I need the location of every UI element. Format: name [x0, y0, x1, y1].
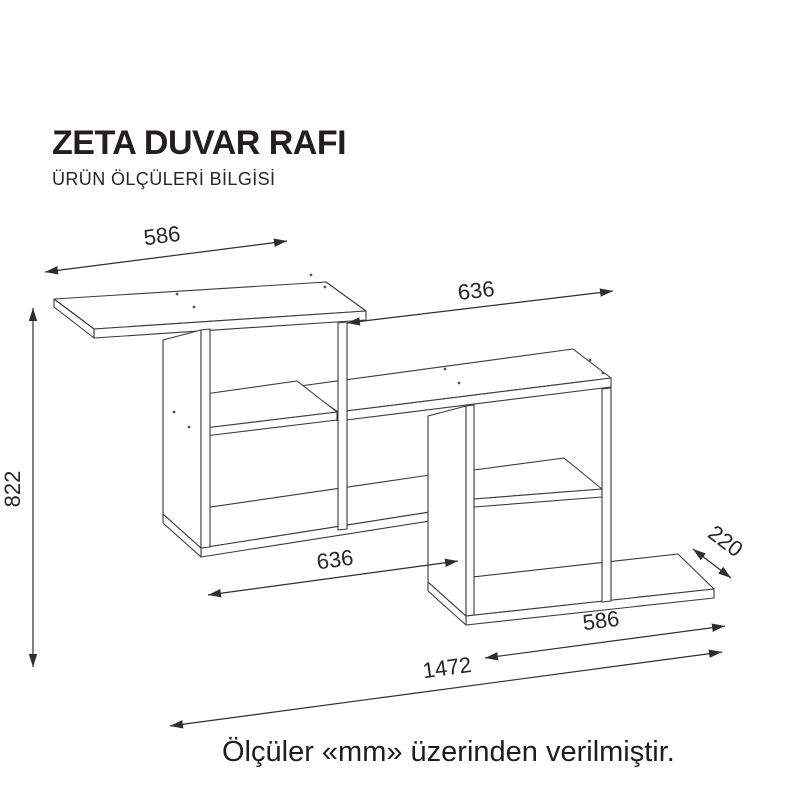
dimension-label: 220: [703, 519, 748, 563]
dimension-overall-width: [170, 652, 722, 726]
screw-mark: [188, 426, 191, 429]
screw-mark: [458, 382, 461, 385]
screw-mark: [444, 368, 447, 371]
screw-mark: [589, 359, 592, 362]
top-shelf-board: [54, 274, 366, 338]
units-caption: Ölçüler «mm» üzerinden verilmiştir.: [222, 736, 675, 768]
left-panel-front-edge: [201, 329, 210, 548]
page-subtitle: ÜRÜN ÖLÇÜLERİ BİLGİSİ: [52, 168, 276, 189]
screw-mark: [324, 286, 327, 289]
dimension-label: 822: [0, 470, 25, 508]
screw-mark: [310, 274, 313, 277]
page-title: ZETA DUVAR RAFI: [52, 124, 347, 162]
screw-mark: [176, 293, 179, 296]
dimension-overall-height: [0, 308, 33, 667]
dimension-label: 586: [142, 220, 182, 251]
dimension-shelf-depth: [693, 520, 748, 578]
dimension-label: 586: [581, 605, 621, 636]
dimension-label: 636: [315, 544, 355, 575]
dimension-label: 1472: [421, 651, 473, 684]
screw-mark: [193, 306, 196, 309]
right-panel-front-edge: [338, 322, 347, 530]
dimension-lower-board-length: [208, 545, 458, 595]
dimension-upper-board-length: [347, 276, 613, 323]
dimension-label: 636: [456, 275, 496, 306]
screw-mark: [602, 372, 605, 375]
right-panel-front-edge: [602, 388, 611, 602]
screw-mark: [173, 411, 176, 414]
left-panel-front-edge: [466, 405, 474, 616]
left-side-panel-face: [428, 406, 466, 616]
left-side-panel-face: [163, 330, 201, 548]
dimension-top-shelf-length: [45, 221, 287, 272]
